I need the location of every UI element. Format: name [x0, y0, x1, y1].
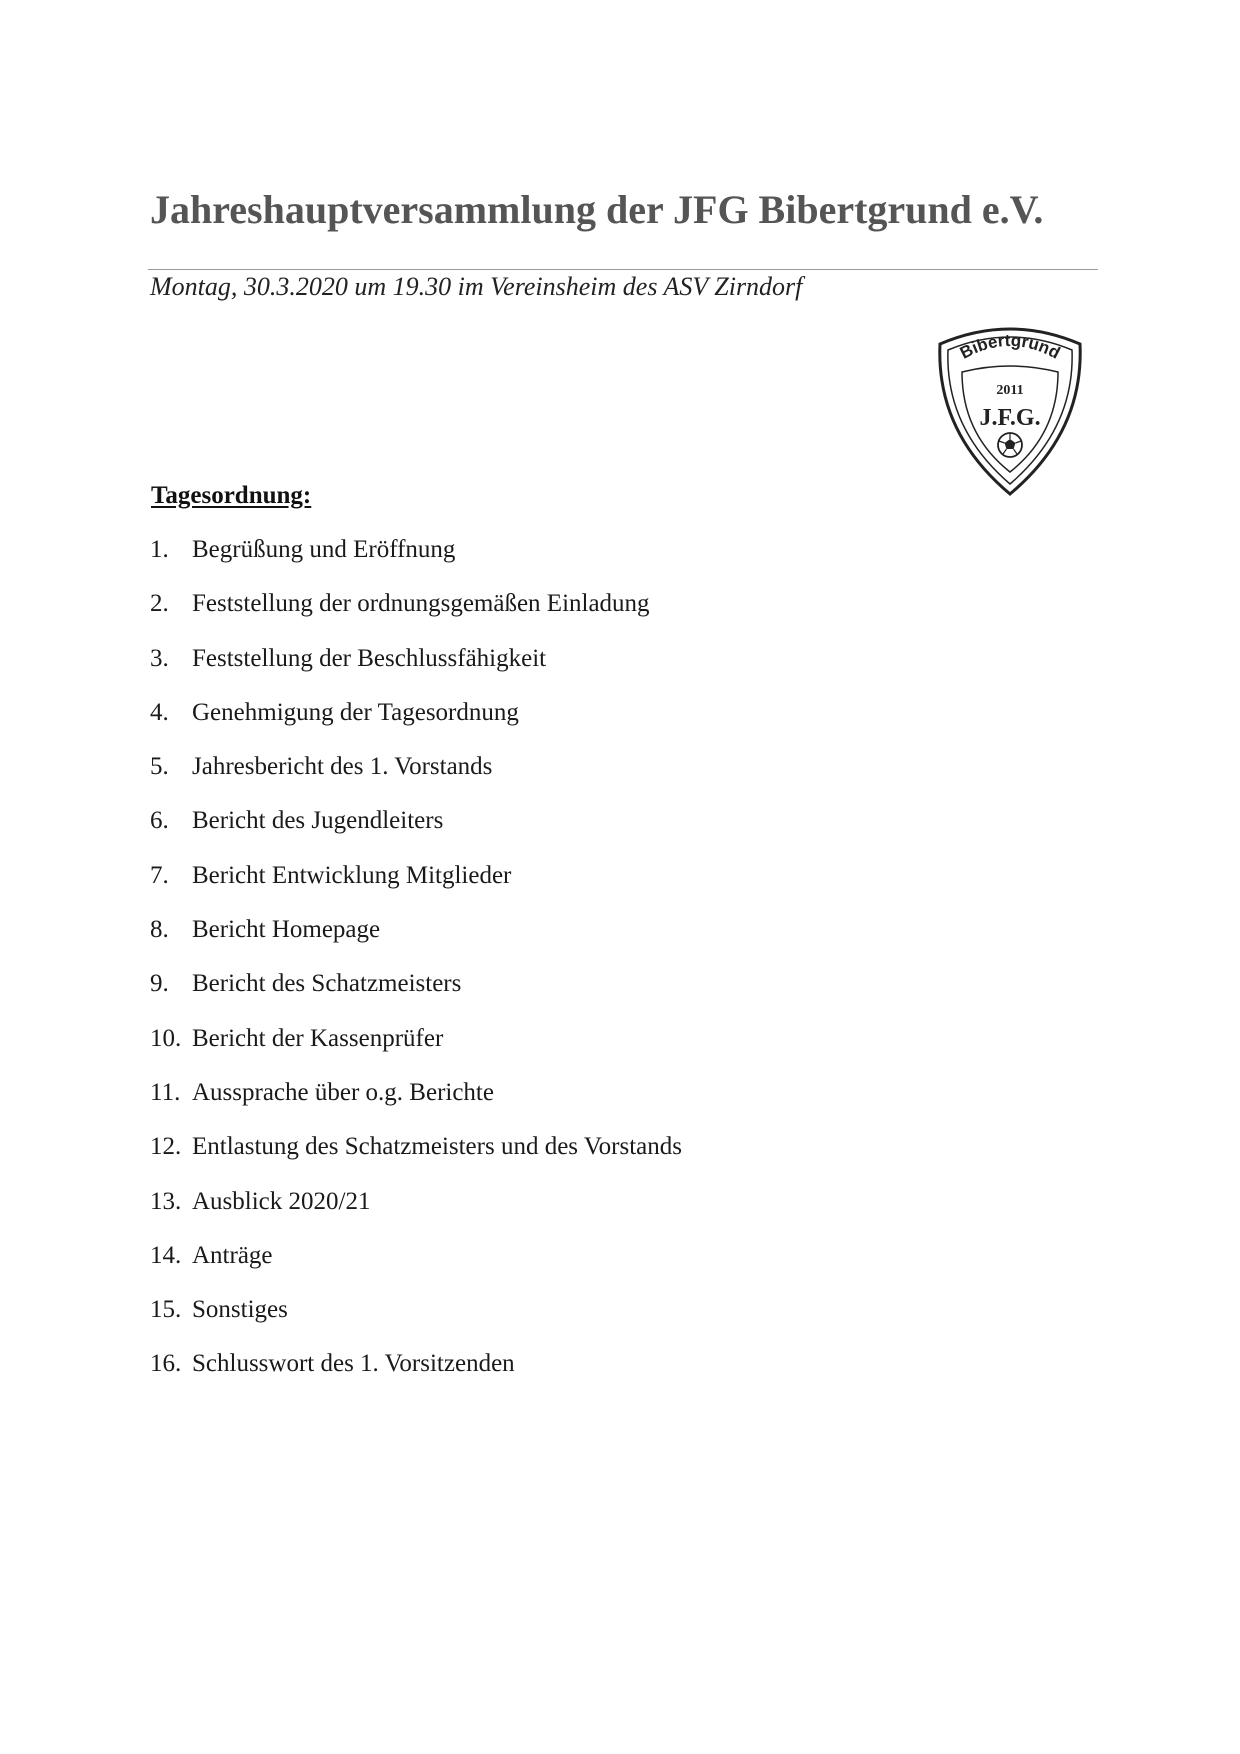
agenda-item: [150, 643, 1050, 697]
agenda-list: [150, 534, 1050, 1403]
agenda-item-number: 2.: [150, 590, 169, 618]
agenda-item-text: Schlusswort des 1. Vorsitzenden: [192, 1350, 515, 1378]
agenda-item-number: 9.: [150, 970, 169, 998]
club-crest-icon: [934, 322, 1086, 498]
agenda-item-text: Sonstiges: [192, 1296, 288, 1324]
agenda-heading: Tagesordnung:: [151, 482, 312, 509]
agenda-item-number: 10.: [150, 1024, 182, 1052]
agenda-item-number: 6.: [150, 807, 169, 835]
agenda-item: [150, 1023, 1050, 1077]
crest-year: 2011: [996, 383, 1024, 398]
agenda-item-text: Ausblick 2020/21: [192, 1187, 371, 1215]
crest-top-text: Bibertgrund: [956, 330, 1064, 363]
agenda-item: [150, 968, 1050, 1022]
agenda-item-text: Bericht des Schatzmeisters: [192, 970, 462, 998]
agenda-item: [150, 697, 1050, 751]
agenda-item-number: 16.: [150, 1350, 182, 1378]
agenda-item: [150, 1131, 1050, 1185]
crest-initials: J.F.G.: [979, 405, 1041, 431]
agenda-item: [150, 914, 1050, 968]
agenda-item-text: Bericht Homepage: [192, 916, 381, 944]
soccer-ball-icon: [998, 433, 1022, 457]
agenda-item-number: 4.: [150, 698, 169, 726]
agenda-item: [150, 1240, 1050, 1294]
document-title: Jahreshauptversammlung der JFG Bibertgrund e.V.: [150, 187, 1044, 232]
agenda-item: [150, 805, 1050, 859]
agenda-item-number: 1.: [150, 536, 169, 563]
agenda-item-text: Entlastung des Schatzmeisters und des Vorstands: [192, 1133, 682, 1161]
agenda-item-number: 7.: [150, 861, 169, 889]
agenda-item-number: 12.: [150, 1133, 182, 1161]
agenda-item-number: 5.: [150, 753, 169, 781]
agenda-item-number: 15.: [150, 1296, 182, 1324]
agenda-item: [150, 588, 1050, 642]
agenda-item: [150, 1294, 1050, 1348]
agenda-item: [150, 1077, 1050, 1131]
agenda-item-text: Bericht der Kassenprüfer: [192, 1024, 444, 1052]
agenda-item-number: 14.: [150, 1241, 182, 1269]
agenda-item: [150, 751, 1050, 805]
agenda-item-number: 8.: [150, 916, 169, 944]
agenda-item: [150, 860, 1050, 914]
agenda-item-text: Jahresbericht des 1. Vorstands: [192, 753, 493, 781]
agenda-item-text: Anträge: [192, 1241, 273, 1269]
agenda-item-text: Genehmigung der Tagesordnung: [192, 698, 519, 726]
agenda-item: [150, 1348, 1050, 1402]
agenda-item-text: Feststellung der Beschlussfähigkeit: [192, 644, 547, 672]
agenda-item-text: Aussprache über o.g. Berichte: [192, 1078, 494, 1106]
agenda-item-text: Bericht des Jugendleiters: [192, 807, 444, 835]
agenda-item-number: 11.: [150, 1078, 181, 1106]
agenda-item: [150, 1186, 1050, 1240]
agenda-item-number: 13.: [150, 1187, 182, 1215]
agenda-item-text: Begrüßung und Eröffnung: [192, 536, 456, 563]
agenda-item-text: Bericht Entwicklung Mitglieder: [192, 861, 512, 889]
meeting-date-location: Montag, 30.3.2020 um 19.30 im Vereinsheim des ASV Zirndorf: [150, 272, 803, 301]
agenda-item: [150, 534, 1050, 588]
agenda-item-number: 3.: [150, 644, 169, 672]
agenda-item-text: Feststellung der ordnungsgemäßen Einladung: [192, 590, 650, 618]
